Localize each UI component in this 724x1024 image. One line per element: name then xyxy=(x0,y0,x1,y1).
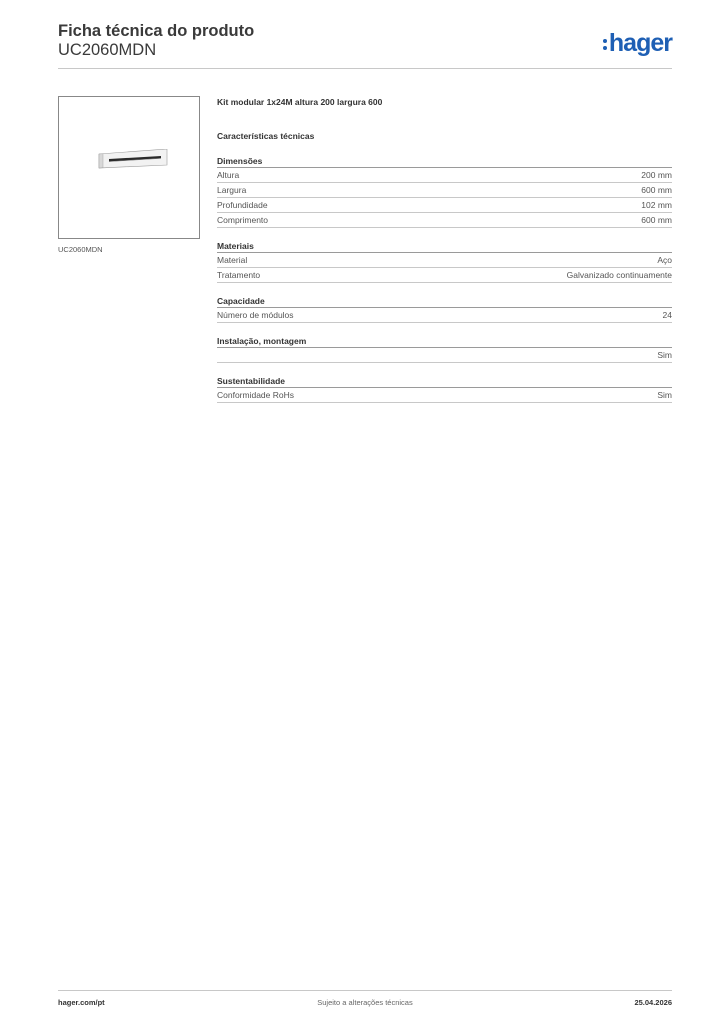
spec-group-dimensions xyxy=(217,155,672,228)
footer-divider xyxy=(58,990,672,991)
spec-group-capacity xyxy=(217,295,672,323)
group-title: Capacidade xyxy=(217,296,265,306)
spec-label: Profundidade xyxy=(217,200,268,210)
group-title: Instalação, montagem xyxy=(217,336,307,346)
spec-row xyxy=(217,198,672,213)
spec-table xyxy=(217,252,672,283)
spec-value: 24 xyxy=(662,310,672,320)
spec-row xyxy=(217,213,672,228)
spec-row xyxy=(217,388,672,403)
spec-label: Conformidade RoHs xyxy=(217,390,295,400)
header-divider xyxy=(58,68,672,69)
spec-value: Sim xyxy=(657,390,672,400)
footer-disclaimer: Sujeito a alterações técnicas xyxy=(317,998,413,1007)
spec-table xyxy=(217,387,672,403)
spec-value: Sim xyxy=(657,350,672,360)
spec-row xyxy=(217,183,672,198)
spec-label: Tratamento xyxy=(217,270,261,280)
spec-value: 600 mm xyxy=(641,185,672,195)
product-code-heading: UC2060MDN xyxy=(58,41,157,59)
spec-group-sustainability xyxy=(217,375,672,403)
product-name: Kit modular 1x24M altura 200 largura 600 xyxy=(217,97,383,107)
spec-table xyxy=(217,307,672,323)
page-header xyxy=(58,20,672,68)
spec-row xyxy=(217,168,672,183)
spec-value: 600 mm xyxy=(641,215,672,225)
product-image-frame xyxy=(58,96,200,239)
spec-label: Largura xyxy=(217,185,247,195)
spec-panel xyxy=(217,96,672,403)
hager-logo xyxy=(603,28,672,58)
spec-table xyxy=(217,167,672,228)
spec-label: Altura xyxy=(217,170,240,180)
footer-date: 25.04.2026 xyxy=(634,998,672,1007)
section-title: Características técnicas xyxy=(217,131,315,141)
document-title: Ficha técnica do produto xyxy=(58,22,255,40)
image-caption: UC2060MDN xyxy=(58,245,103,254)
spec-row xyxy=(217,348,672,363)
spec-label: Material xyxy=(217,255,248,265)
logo-text: hager xyxy=(608,28,672,57)
spec-label: Número de módulos xyxy=(217,310,294,320)
footer-website-link[interactable]: hager.com/pt xyxy=(58,998,105,1007)
group-title: Sustentabilidade xyxy=(217,376,286,386)
spec-table xyxy=(217,347,672,363)
group-title: Materiais xyxy=(217,241,254,251)
spec-row xyxy=(217,253,672,268)
spec-value: Aço xyxy=(657,255,672,265)
group-title: Dimensões xyxy=(217,156,263,166)
logo-colon-icon xyxy=(603,39,607,50)
spec-row xyxy=(217,268,672,283)
spec-group-installation xyxy=(217,335,672,363)
spec-label: Comprimento xyxy=(217,215,269,225)
spec-value: 200 mm xyxy=(641,170,672,180)
product-image xyxy=(97,149,169,169)
spec-value: 102 mm xyxy=(641,200,672,210)
spec-value: Galvanizado continuamente xyxy=(566,270,672,280)
spec-row xyxy=(217,308,672,323)
spec-group-materials xyxy=(217,240,672,283)
